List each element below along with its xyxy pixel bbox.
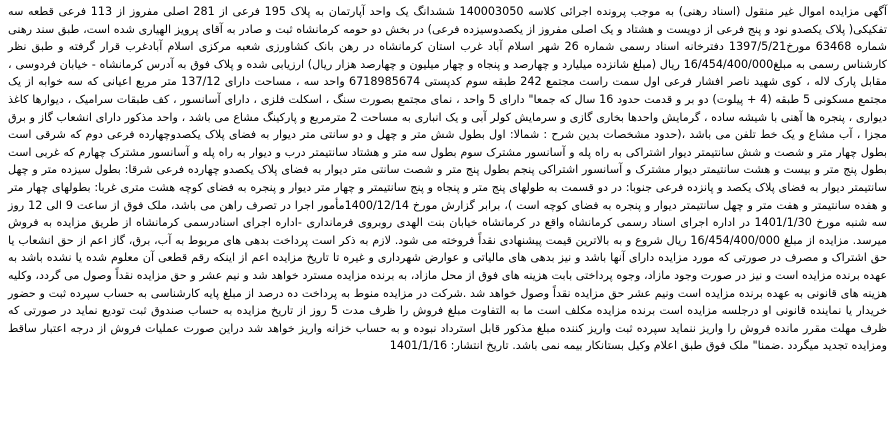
auction-notice-body-text: آگهی مزایده اموال غیر منقول (اسناد رهنی) به موجب پرونده اجرائی کلاسه 140003050 ششدانگ یک واحد آپارتمان به پلاک 195 فرعی از 281 اصلی مفروز از 113 فرعی قطعه سه تفکیکی( پلاک یکصدو نود و پنج فرعی از دویست و هشتاد و یک اصلی مفروز از یکصدوسیزده فرعی) در بخش دو حومه کرمانشاه ثبت و صادر به آقای پرویز الهیاری شده است، طبق سند رهنی شماره 63468 مورخ1397/5/21 دفترخانه اسناد رسمی شماره 26 شهر اسلام آباد غرب استان کرمانشاه در رهن بانک کشاورزی شعبه مرکزی اسلام آبادغرب قرار گرفته و طبق نظر کارشناس رسمی به مبلغ16/454/400/000 ریال (مبلغ شانزده میلیارد و چهارصد و پنجاه و چهار میلیون و چهارصد هزار ریال) ارزیابی شده و پلاک فوق به آدرس کرمانشاه - خیابان فردوسی ، مقابل پارک لاله ، کوی شهید ناصر افشار فرعی اول سمت راست مجتمع 242 طبقه سوم کدپستی 6718985674 واحد سه ، مساحت دارای 137/12 متر مربع اعیانی که سه خوابه از یک مجتمع مسکونی 5 طبقه (4 + پیلوت) دو بر و قدمت حدود 16 سال که جمعا" دارای 5 واحد ، نمای مجتمع بصورت سنگ ، اسکلت فلزی ، دارای آسانسور ، کف طبقات سرامیک ، دیوارها کاغذ دیواری ، پنجره ها آهنی با شیشه ساده ، گرمایش واحدها بخاری گازی و سرمایش کولر آبی و یک انباری به مساحت 2 مترمربع و پارکینگ مشاع می باشد ، واحد مذکور دارای انشعاب گاز و برق مجزا ، آب مشاع و یک خط تلفن می باشد ،(حدود مشخصات بدین شرح : شمالا: اول بطول شش متر و چهل و دو سانتی متر دیوار به فضای پلاک یکصدوچهارده فرعی دوم که شرقی است بطول چهار متر و شصت و شش سانتیمتر دیوار اشتراکی به راه پله و آسانسور مشترک سوم بطول سه متر و هشتاد سانتیمتر درب و دیوار به راه پله و آسانسور مشترک چهارم که غربی است بطول پنج متر و بیست و هشت سانتیمتر دیوار مشترک و آسانسور اشتراکی پنجم بطول پنج متر و شصت سانتی متر دیوار به فضای پلاک یکصدو چهارده فرعی شرقا: بطول سیزده متر و چهل سانتیمتر دیوار به فضای پلاک یکصد و پانزده فرعی جنوبا: در دو قسمت به طولهای پنج متر و پنجاه و پنج سانتیمتر و چهار متر دیوار و پنجره به فضای کوچه هشت متری غربا: بطولهای چهار متر و هفده سانتیمتر و هفت متر و چهل سانتیمتر دیوار و پنجره به فضای کوچه است )، برابر گزارش مورخ 1400/12/14مأمور اجرا در تصرف راهن می باشد، ملک فوق از ساعت 9 الی 12 روز سه شنبه مورخ 1401/1/30 در اداره اجرای اسناد رسمی کرمانشاه واقع در کرمانشاه خیابان بنت الهدی روبروی فرمانداری -اداره اجرای اسنادرسمی کرمانشاه از طریق مزایده به فروش میرسد. مزایده از مبلغ 16/454/400/000 ریال شروع و به بالاترین قیمت پیشنهادی نقداً فروخته می شود. لازم به ذکر است پرداخت بدهی های مربوط به آب، برق، گاز اعم از حق انشعاب یا حق اشتراک و مصرف در صورتی که مورد مزایده دارای آنها باشد و نیز بدهی های مالیاتی و عوارض شهرداری و غیره تا تاریخ مزایده اعم از اینکه رقم قطعی آن معلوم شده یا نشده باشد به عهده برنده مزایده است و نیز در صورت وجود مازاد، وجوه پرداختی بابت هزینه های فوق از محل مازاد، به برنده مزایده مسترد خواهد شد و نیم عشر و حق مزایده نقداً وصول می گردد، وکلیه هزینه های قانونی به عهده برنده مزایده است ونیم عشر حق مزایده نقداً وصول خواهد شد .شرکت در مزایده منوط به پرداخت ده درصد از مبلغ پایه کارشناسی به حساب سپرده ثبت و حضور خریدار یا نماینده قانونی او درجلسه مزایده است برنده مزایده مکلف است ما به التفاوت مبلغ فروش را ظرف مدت 5 روز از تاریخ مزایده به حساب صندوق ثبت تودیع نماید در صورتی که ظرف مهلت مقرر مانده فروش را واریز ننماید سپرده ثبت واریز کننده مبلغ مذکور قابل استرداد نبوده و به حساب خزانه واریز خواهد شد دراین صورت عملیات فروش از درجه اعتبار ساقط ومزایده تجدید میگردد .ضمنا" ملک فوق طبق اعلام وکیل بستانکار بیمه نمی باشد. تاریخ انتشار: 1401/1/16 xyxy=(8,5,888,353)
